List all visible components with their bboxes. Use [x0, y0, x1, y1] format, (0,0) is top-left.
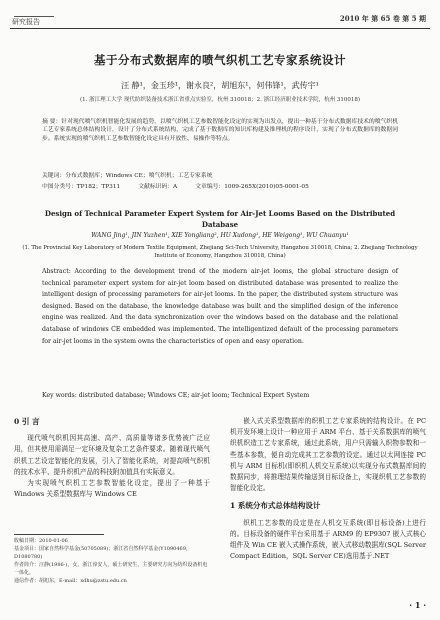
abstract-english: Abstract: According to the development trend of the modern air-jet looms, the global structure design of technical parameter expert system for air-jet loom based on distributed database was presented to realize the intelligent design of processing parameters for air-jet looms. In the paper, the distributed system structure was designed. Based on the database, the knowledge database was built and the simplified design of the inference engine was realized. And the data synchronization over the windows based on the database and the relational database of windows CE embedded was implemented. The intelligentized default of the processing parameters for air-jet looms in the system owns the characteristics of open and easy operation. [42, 268, 398, 345]
footnote-contact: 通信作者：胡旭东，E-mail：xdhu@zstu.edu.cn [14, 578, 127, 584]
affiliation-chinese: (1. 浙江理工大学 现代纺织装备技术浙江省重点实验室，杭州 310018；2. 浙江经济职业技术学院，杭州 310018) [79, 97, 361, 103]
page-number: · 1 · [409, 600, 426, 610]
authors-chinese: 汪 静¹，金玉珍¹，谢永良²，胡旭东¹，何伟锋¹，武传宇¹ [121, 81, 319, 90]
footnotes [14, 537, 210, 585]
section-1-title: 1 系统分布式总体结构设计 [230, 501, 321, 511]
title-chinese: 基于分布式数据库的喷气织机工艺专家系统设计 [94, 53, 346, 67]
header-rule [10, 28, 430, 29]
classification-row [42, 181, 398, 190]
authors-english: WANG Jing¹, JIN Yuzhen¹, XIE Yongliang², HU Xudong¹, HE Weigong¹, WU Chuanyu¹ [91, 232, 349, 239]
footnote-rule [14, 534, 104, 535]
paragraph: 为实现喷气织机工艺参数智能化设定，提出了一种基于 Windows 关系型数据库与 Windows CE [14, 479, 210, 499]
footnote-received: 收稿日期：2010-01-06 [14, 538, 68, 544]
title-english: Design of Technical Parameter Expert System for Air-Jet Looms Based on the Distributed Database [44, 209, 396, 229]
footnote-author: 作者简介：汪静(1986-)，女，浙江淳安人，硕士研究生，主要研究方向为纺织设备机电一体化。 [14, 562, 208, 576]
paragraph: 现代喷气织机因其高速、高产、高质量等诸多优势被广泛应用，但其使用需满足一定环境及复杂工艺条件要求。随着现代喷气织机工艺设定智能化的发展，引入了智能化系统，对提高喷气织机的技术水平、提升织机产品的科技附加值具有实际意义。 [14, 434, 210, 476]
paragraph: 嵌入式关系型数据库的织机工艺专家系统的结构设计。在 PC 机开发环境上设计一种应用于 ARM 平台、基于关系数据库的喷气织机织造工艺专家系统，通过此系统，用户只需输入织物参数和一些基本参数，便自动完成其工艺参数的设定。通过以太网连接 PC 机与 ARM 目标机(即织机人机交互系统)以实现分布式数据库间的数据同步，将推理结果传输送到目标设备上，实现织机工艺参数的智能化设定。 [230, 417, 426, 493]
clc-number: 中图分类号：TP182；TP311 [42, 184, 121, 190]
keywords-chinese: 关键词：分布式数据库；Windows CE；喷气织机；工艺专家系统 [42, 173, 213, 179]
right-column [230, 416, 426, 562]
header-section: 研究报告 [12, 18, 40, 26]
paragraph: 织机工艺参数的设定是在人机交互系统(即目标设备)上进行的。目标设备的硬件平台采用基于 ARM9 的 EP9307 嵌入式核心组件及 Win CE 嵌入式操作系统，嵌入式移动数据库(SQL Server Compact Edition，SQL Server CE)选用基于.NET [230, 518, 426, 561]
header-journal: 2010 年 第 65 卷 第 5 期 [339, 14, 426, 23]
footnote-funding: 基金项目：国家自然科学基金(50705089)；浙江省自然科学基金(Y1090469，D1080780) [14, 546, 191, 560]
left-column [14, 416, 210, 500]
keywords-english: Key words: distributed database; Windows CE; air-jet loom; Technical Expert System [42, 392, 310, 399]
section-0-title: 0 引 言 [14, 417, 40, 426]
article-number: 文章编号：1009-265X(2010)05-0001-05 [195, 184, 309, 190]
doc-code: 文献标识码：A [138, 184, 178, 190]
affiliation-english: (1. The Provincial Key Laboratory of Modern Textile Equipment, Zhejiang Sci-Tech University, Hangzhou 310018, China; 2. Zhejiang Technology Institute of Economy, Hangzhou 310018, China) [22, 245, 418, 259]
abstract-chinese: 摘 要：针对现代喷气织机智能化发展的趋势，以喷气织机工艺参数智能化设定的实现为出发点，提出一种基于分布式数据库技术的喷气织机工艺专家系统总体结构设计，设计了分布式系统结构，完成了基于数据库的知识库构建及推理机的程序设计，实现了分布式数据库的数据同步。系统实现的喷气织机工艺参数智能化设定具有开放性、易操作等特点。 [42, 119, 398, 142]
